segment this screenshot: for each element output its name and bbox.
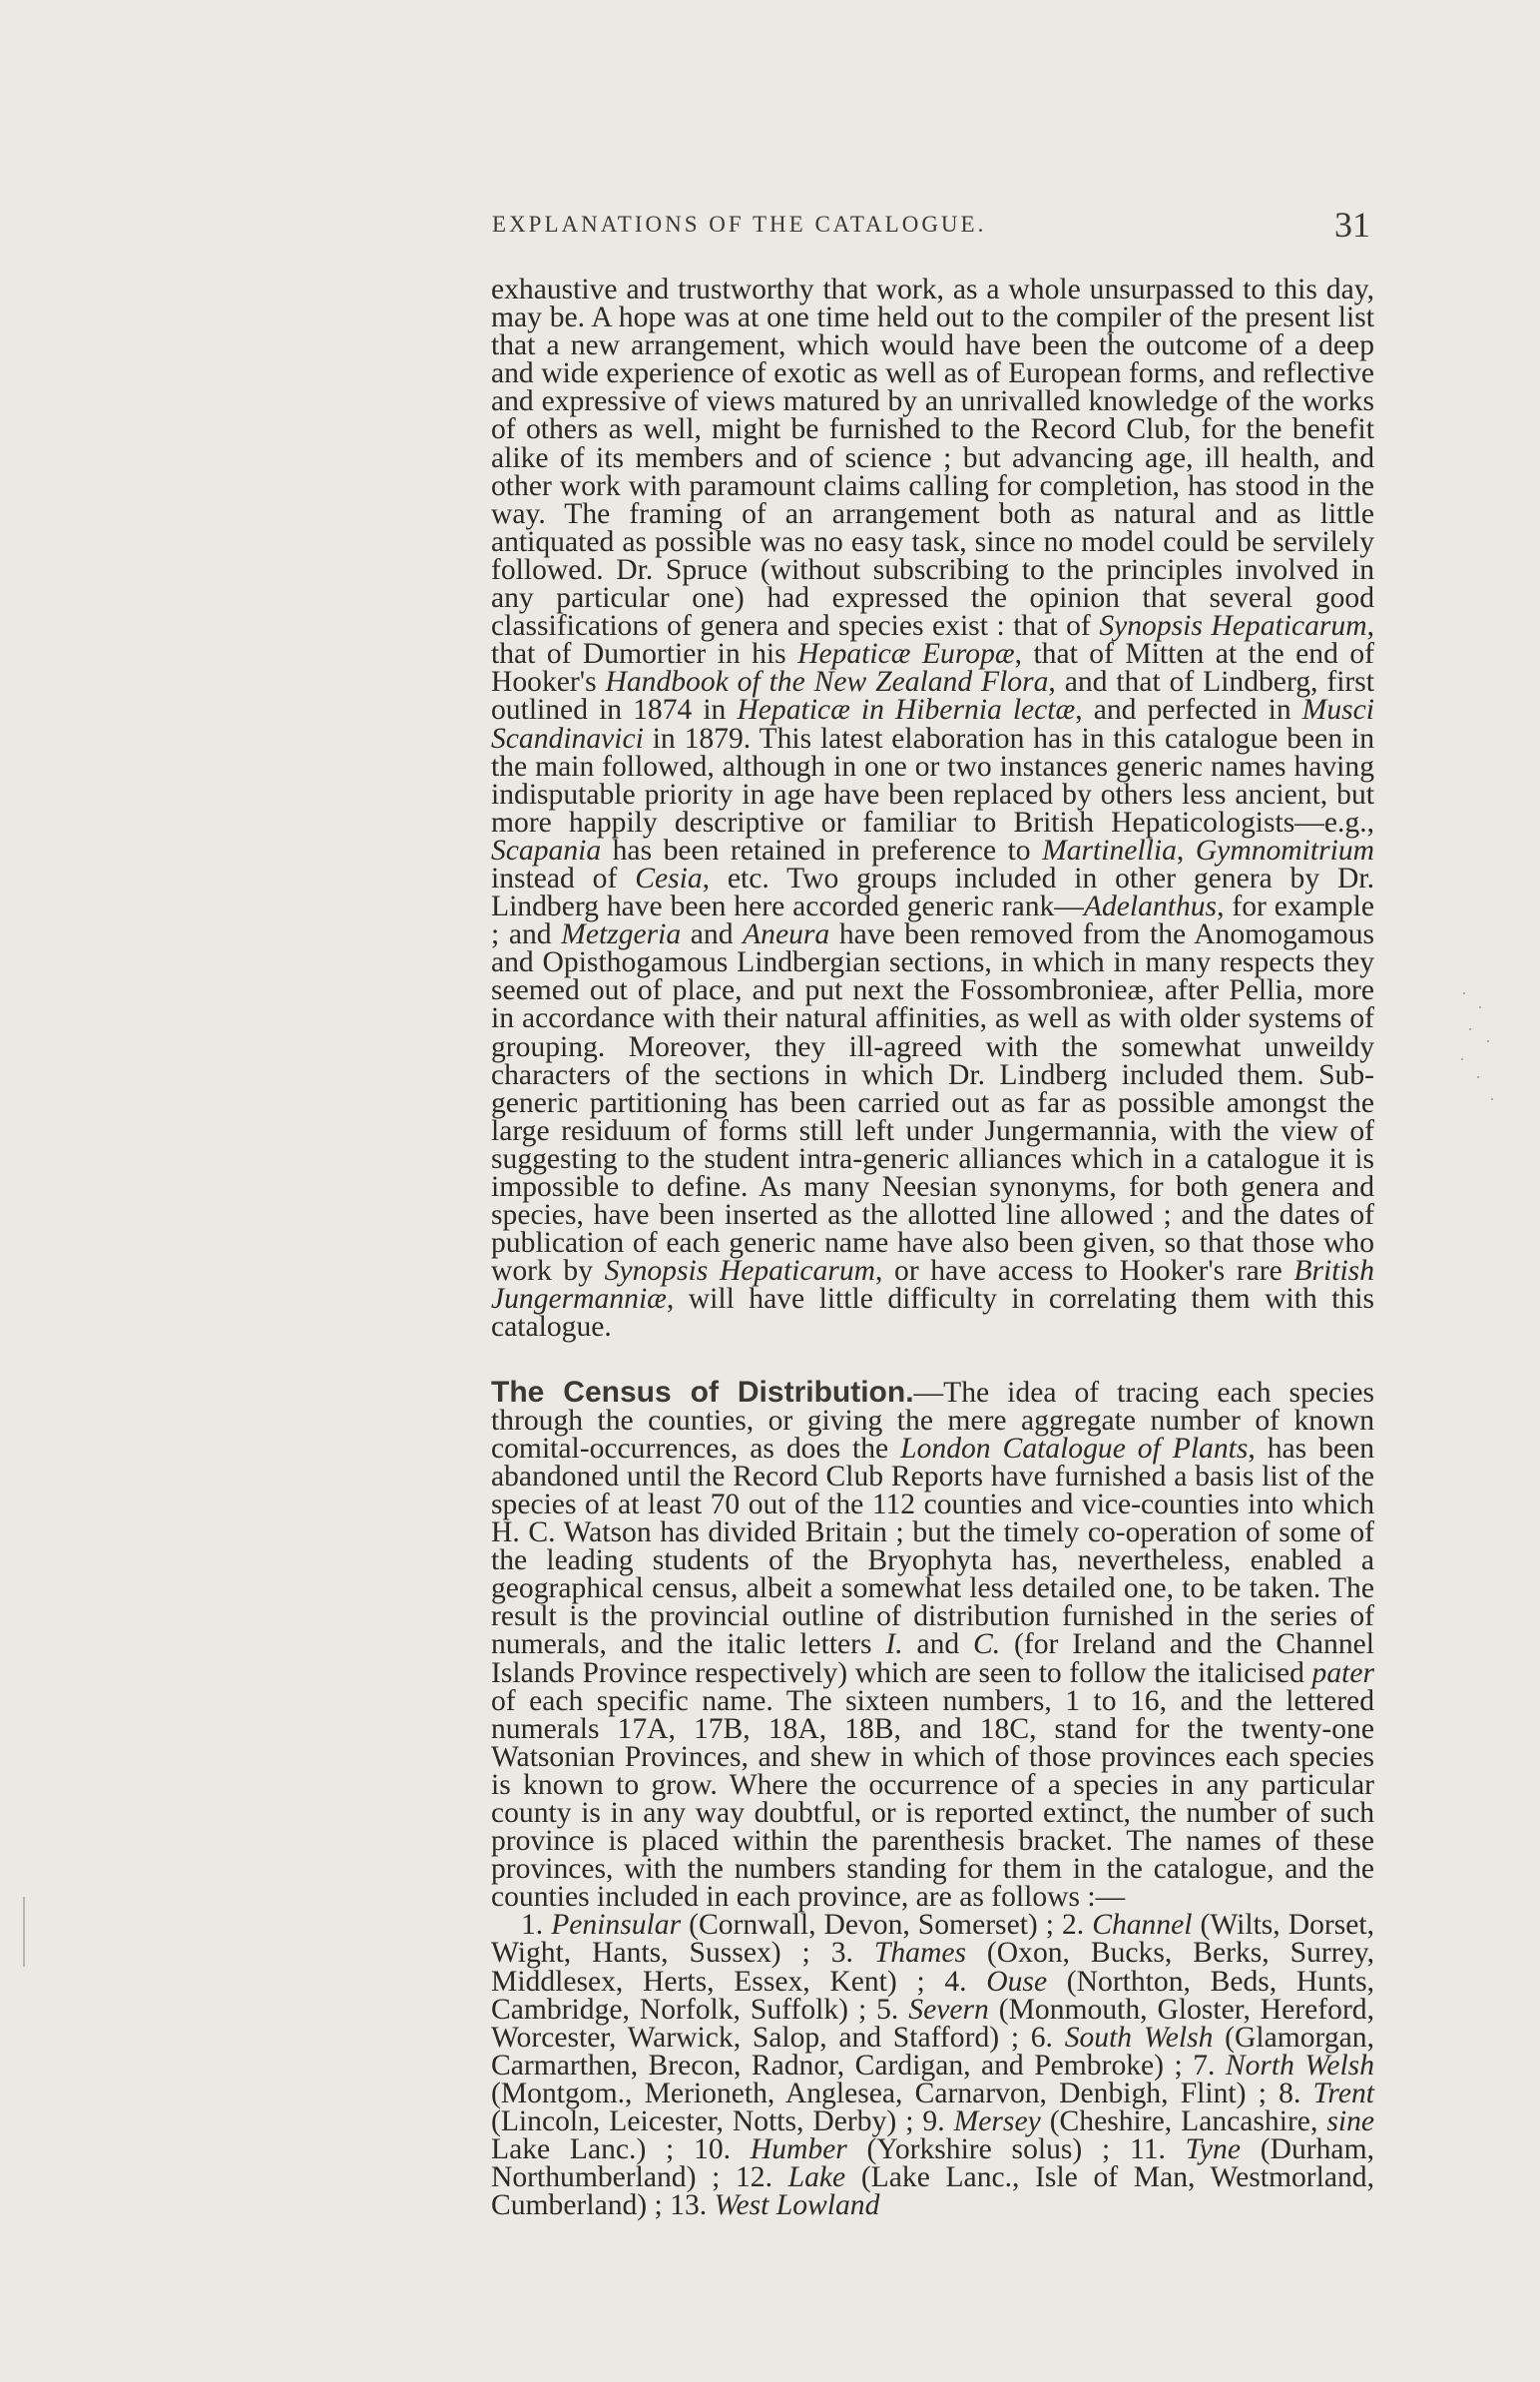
- text-run: (Lake Lanc., Isle of Man, Westmorland, Cumberland) ; 13.: [491, 2161, 1374, 2222]
- italic-run: Hepaticæ in Hibernia lectæ: [737, 694, 1076, 727]
- text-run: , that of Mitten at the end of Hooker's: [491, 638, 1374, 699]
- italic-run: Peninsular: [551, 1909, 682, 1942]
- text-run: , and that of Lindberg, first outlined in 1874 in: [491, 666, 1375, 727]
- italic-run: pater: [1311, 1656, 1374, 1689]
- text-run: , will have little difficulty in correlating them with this catalogue.: [491, 1283, 1374, 1344]
- paragraph-census: [491, 1375, 1375, 1914]
- text-run: , or have access to Hooker's rare: [875, 1255, 1294, 1288]
- text-run: has been retained in preference to: [601, 834, 1043, 867]
- italic-run: West Lowland: [714, 2189, 880, 2222]
- text-run: exhaustive and trustworthy that work, as a whole unsurpassed to this day, may be. A hope was at one time held out to the compiler of the present list that a new arrangement, which would have been the outcome of a deep and wide experience of exotic as well as of European forms, and reflective and expressive of views matured by an unrivalled knowledge of the works of others as well, might be furnished to the Record Club, for the benefit alike of its members and of science ; but advancing age, ill health, and other work with paramount claims calling for completion, has stood in the way. The framing of an arrangement both as natural and as little antiquated as possible was no easy task, since no model could be servilely followed. Dr. Spruce (without subscribing to the principles involved in any particular one) had expressed the opinion that several good classifications of genera and species exist : that of: [491, 274, 1374, 643]
- paragraph-province-list: [491, 1909, 1375, 2222]
- italic-run: Lake: [787, 2161, 846, 2194]
- text-run: , has been abandoned until the Record Club Reports have furnished a basis list of the species of at least 70 out of the 112 counties and vice-counties into which H. C. Watson has divided Britain ; but the timely co-operation of some of the leading students of the Bryophyta has, nevertheless, enabled a geographical census, albeit a somewhat less detailed one, to be taken. The result is the provincial outline of distribution furnished in the series of numerals, and the italic letters: [491, 1432, 1374, 1661]
- italic-run: Synopsis Hepaticarum: [1099, 610, 1367, 643]
- text-run: (Montgom., Merioneth, Anglesea, Carnarvon, Denbigh, Flint) ; 8.: [491, 2077, 1313, 2109]
- italic-run: North Welsh: [1225, 2049, 1374, 2082]
- paragraph-census-text: [491, 1377, 1374, 1914]
- italic-run: Channel: [1092, 1909, 1193, 1942]
- text-run: instead of: [491, 862, 636, 894]
- italic-run: London Catalogue of Plants: [900, 1432, 1249, 1465]
- running-head-title: EXPLANATIONS OF THE CATALOGUE.: [492, 212, 987, 237]
- text-run: , etc. Two groups included in other genera by Dr. Lindberg have been here accorded generic rank—: [491, 862, 1374, 923]
- italic-run: Ouse: [986, 1965, 1048, 1998]
- italic-run: Handbook of the New Zealand Flora: [605, 666, 1049, 699]
- text-run: (Oxon, Bucks, Berks, Surrey, Middlesex, Herts, Essex, Kent) ; 4.: [491, 1937, 1374, 1998]
- text-run: (Cornwall, Devon, Somerset) ; 2.: [681, 1909, 1093, 1942]
- text-run: (Glamorgan, Carmarthen, Brecon, Radnor, Cardigan, and Pembroke) ; 7.: [491, 2021, 1375, 2082]
- text-run: (Durham, Northumberland) ; 12.: [491, 2133, 1374, 2194]
- text-run: and: [902, 1628, 974, 1661]
- text-run: (Lincoln, Leicester, Notts, Derby) ; 9.: [491, 2105, 954, 2137]
- paper-specks: [1457, 988, 1497, 1128]
- italic-run: Cesia: [635, 862, 703, 894]
- italic-run: Thames: [873, 1937, 966, 1970]
- text-run: (Yorkshire solus) ; 11.: [846, 2133, 1186, 2166]
- page-body: [491, 274, 1375, 2222]
- text-run: (for Ireland and the Channel Islands Province respectively) which are seen to follow the italicised: [491, 1628, 1375, 1689]
- italic-run: Mersey: [953, 2105, 1041, 2137]
- text-run: (Northton, Beds, Hunts, Cambridge, Norfolk, Suffolk) ; 5.: [491, 1965, 1374, 2026]
- section-heading-census: The Census of Distribution.: [491, 1375, 914, 1409]
- italic-run: Adelanthus: [1083, 891, 1218, 923]
- text-run: of each specific name. The sixteen numbers, 1 to 16, and the lettered numerals 17A, 17B, 18A, 18B, and 18C, stand for the twenty-one Watsonian Provinces, and shew in which of those provinces each species is known to grow. Where the occurrence of a species in any particular county is in any way doubtful, or is reported extinct, the number of such province is placed within the parenthesis bracket. The names of these provinces, with the numbers standing for them in the catalogue, and the counties included in each province, are as follows :—: [491, 1684, 1374, 1914]
- italic-run: Musci Scandinavici: [491, 694, 1374, 755]
- italic-run: Synopsis Hepaticarum: [604, 1255, 876, 1288]
- italic-run: sine: [1326, 2105, 1374, 2137]
- page-number: 31: [1334, 205, 1370, 245]
- italic-run: Tyne: [1185, 2133, 1241, 2166]
- text-run: ,: [1176, 834, 1196, 867]
- italic-run: C.: [973, 1628, 1001, 1661]
- text-run: (Cheshire, Lancashire,: [1040, 2105, 1327, 2137]
- italic-run: I.: [885, 1628, 903, 1661]
- italic-run: Humber: [750, 2133, 847, 2166]
- text-run: (Monmouth, Gloster, Hereford, Worcester, Warwick, Salop, and Stafford) ; 6.: [491, 1993, 1374, 2054]
- text-run: , and perfected in: [1075, 694, 1302, 727]
- italic-run: Metzgeria: [561, 918, 682, 951]
- italic-run: Trent: [1312, 2077, 1374, 2109]
- italic-run: Aneura: [743, 918, 830, 951]
- text-run: , for example ; and: [491, 891, 1374, 951]
- page-edge-mark: [23, 1897, 25, 1967]
- paragraph-classification: [491, 276, 1374, 1342]
- text-run: have been removed from the Anomogamous and Opisthogamous Lindbergian sections, in which in many respects they seemed out of place, and put next the Fossombronieæ, after Pellia, more in accordance with their natural affinities, as well as with older systems of grouping. Moreover, they ill-agreed with the somewhat unweildy characters of the sections in which Dr. Lindberg included them. Sub-generic partitioning has been carried out as far as possible amongst the large residuum of forms still left under Jungermannia, with the view of suggesting to the student intra-generic alliances which in a catalogue it is impossible to define. As many Neesian synonyms, for both genera and species, have been inserted as the allotted line allowed ; and the dates of publication of each generic name have also been given, so that those who work by: [491, 918, 1375, 1288]
- text-run: Lake Lanc.) ; 10.: [491, 2133, 751, 2166]
- text-run: —The idea of tracing each species through the counties, or giving the mere aggregate number of known comital-occurrences, as does the: [491, 1376, 1375, 1465]
- italic-run: South Welsh: [1064, 2021, 1214, 2054]
- text-run: and: [681, 918, 744, 951]
- text-run: (Wilts, Dorset, Wight, Hants, Sussex) ; 3.: [491, 1909, 1374, 1970]
- italic-run: British Jungermanniæ: [491, 1255, 1374, 1316]
- italic-run: Gymnomitrium: [1195, 834, 1375, 867]
- italic-run: Severn: [908, 1993, 989, 2026]
- text-run: , that of Dumortier in his: [491, 610, 1374, 671]
- text-run: in 1879. This latest elaboration has in this catalogue been in the main followed, although in one or two instances generic names having indisputable priority in age have been replaced by others less ancient, but more happily descriptive or familiar to British Hepaticologists—e.g.,: [491, 722, 1374, 839]
- text-run: 1.: [521, 1909, 552, 1942]
- italic-run: Hepaticæ Europæ: [797, 638, 1015, 671]
- italic-run: Scapania: [491, 834, 602, 867]
- italic-run: Martinellia: [1042, 834, 1177, 867]
